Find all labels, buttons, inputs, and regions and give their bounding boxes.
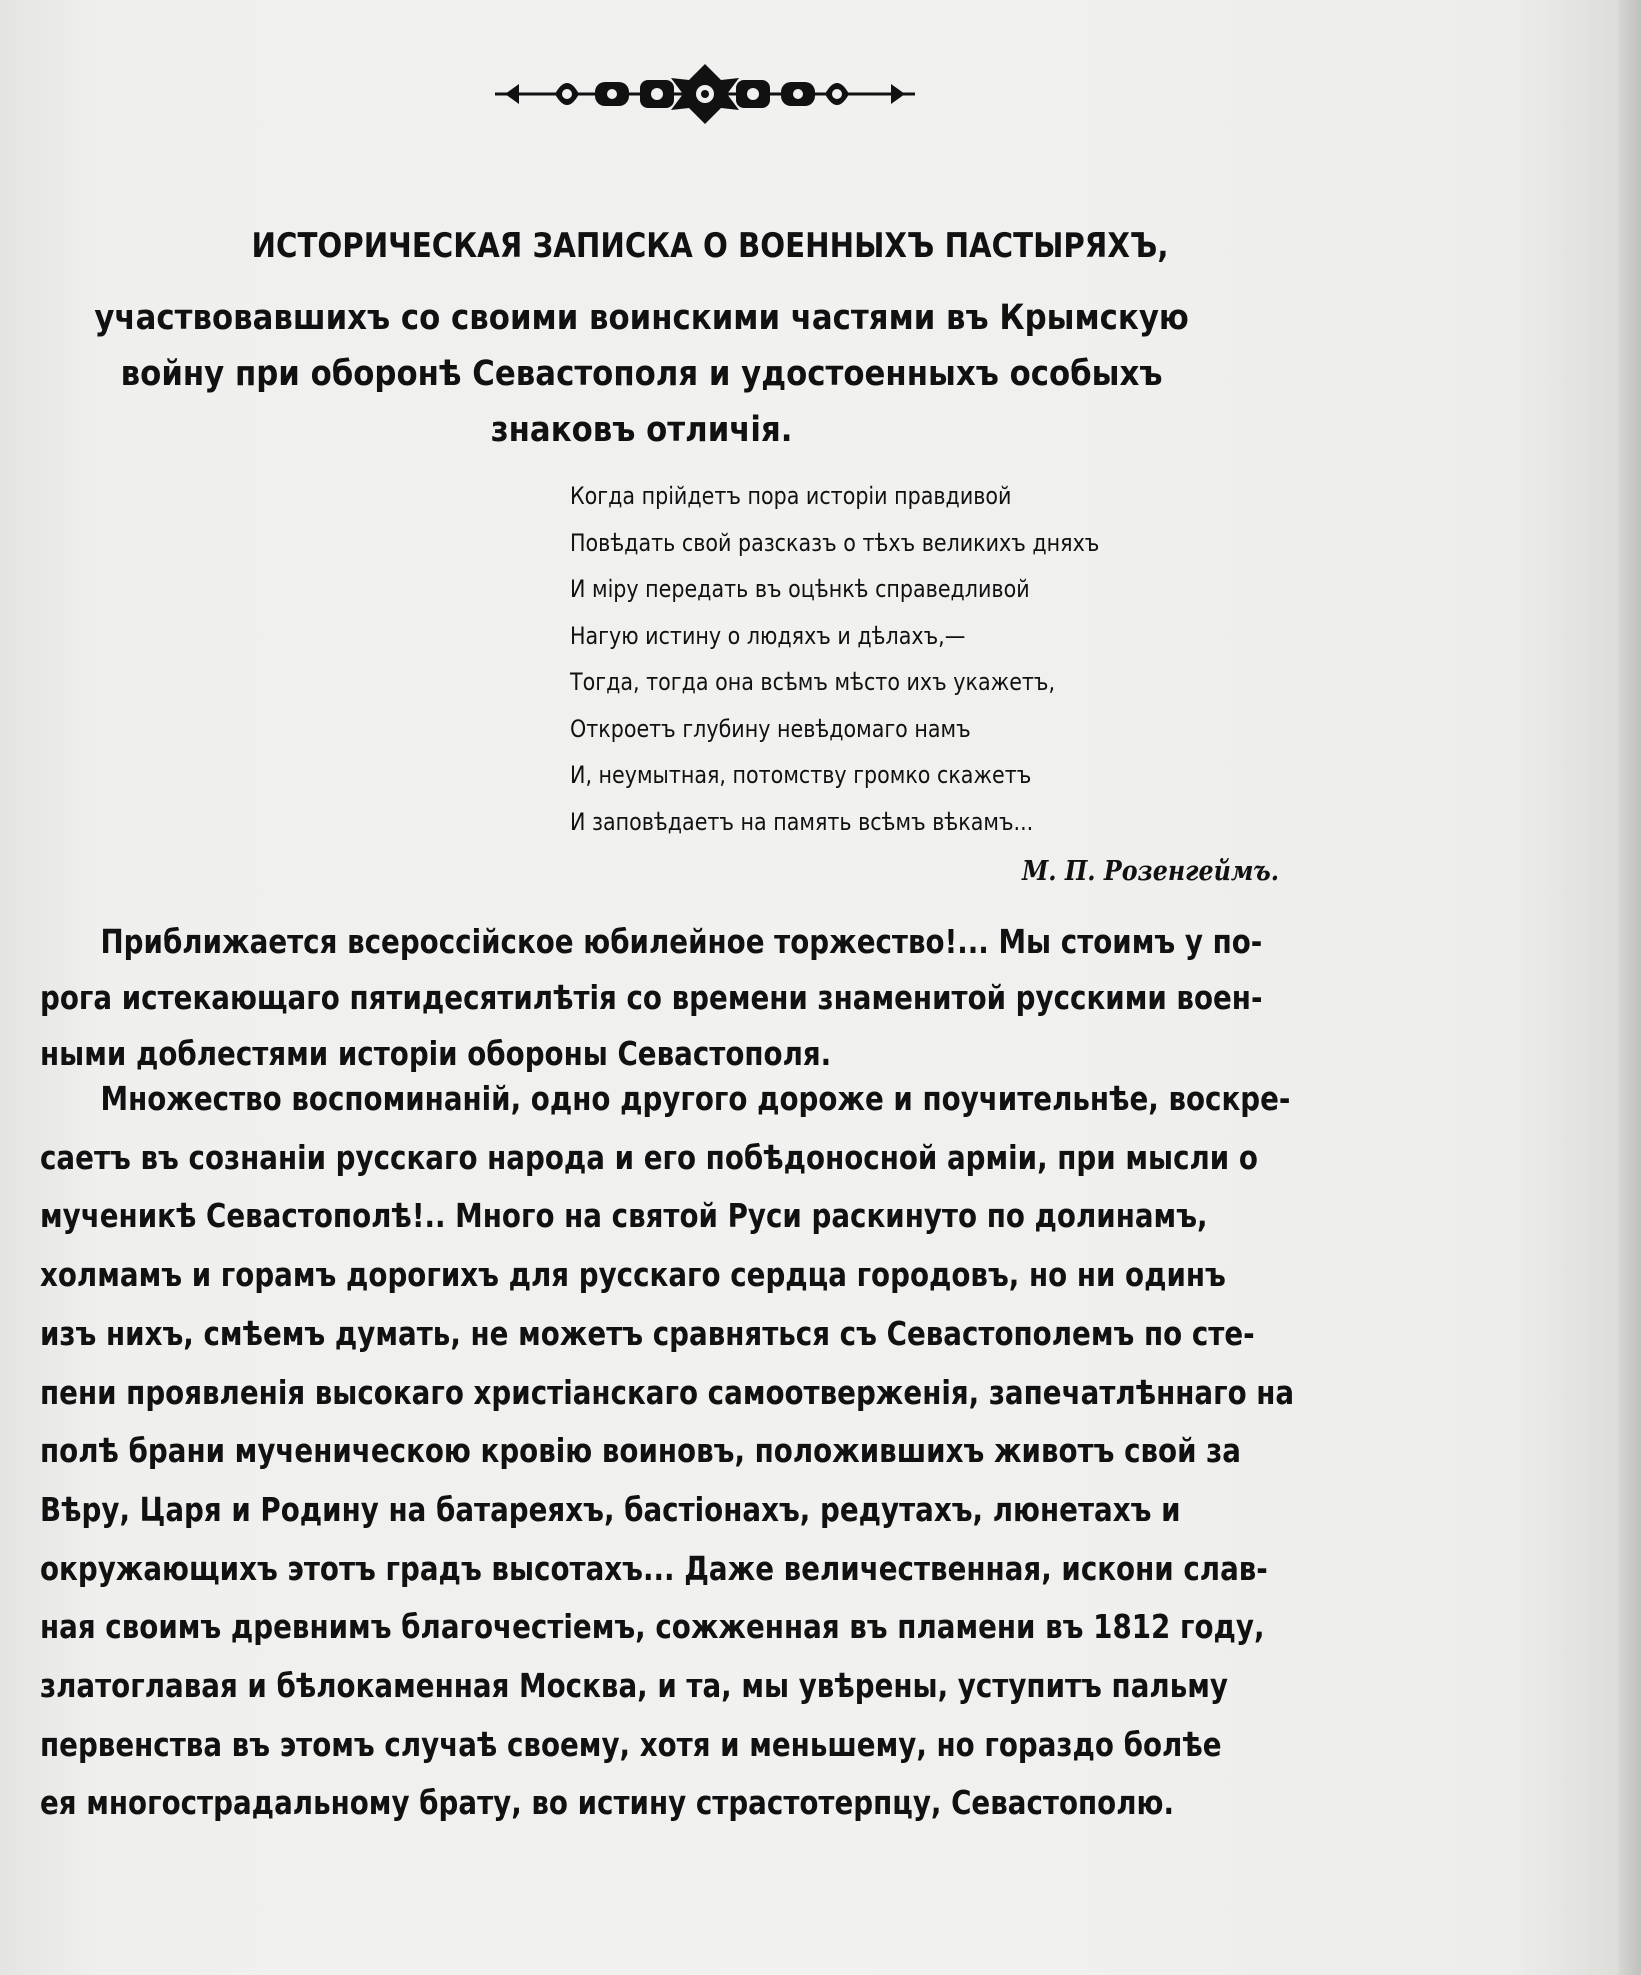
paragraph-line: изъ нихъ, смѣемъ думать, не можетъ сравняться съ Севастополемъ по сте-: [40, 1313, 1255, 1353]
paragraph-line: мученикѣ Севастополѣ!.. Много на святой Руси раскинуто по долинамъ,: [40, 1196, 1208, 1236]
paragraph-line: холмамъ и горамъ дорогихъ для русскаго сердца городовъ, но ни одинъ: [40, 1255, 1226, 1295]
paragraph-line: пени проявленія высокаго христіанскаго самоотверженія, запечатлѣннаго на: [40, 1372, 1295, 1412]
verse-line: Нагую истину о людяхъ и дѣлахъ,—: [570, 621, 966, 650]
paragraph-line: первенства въ этомъ случаѣ своему, хотя и меньшему, но гораздо болѣе: [40, 1724, 1222, 1764]
paragraph-line: рога истекающаго пятидесятилѣтія со времени знаменитой русскими воен-: [40, 978, 1263, 1017]
subtitle-line: войну при оборонѣ Севастополя и удостоенныхъ особыхъ: [120, 354, 1163, 394]
verse-line: Тогда, тогда она всѣмъ мѣсто ихъ укажетъ,: [570, 668, 1056, 696]
subtitle-line: знаковъ отличія.: [490, 410, 793, 450]
paragraph-line: златоглавая и бѣлокаменная Москва, и та, мы увѣрены, уступитъ пальму: [40, 1666, 1228, 1706]
paragraph-line: ными доблестями исторіи обороны Севастополя.: [40, 1034, 832, 1073]
paragraph-line: ная своимъ древнимъ благочестіемъ, сожженная въ пламени въ 1812 году,: [40, 1607, 1265, 1647]
body-paragraph-1: [40, 914, 1350, 1082]
page-edge-shadow: [1619, 0, 1641, 1975]
paragraph-line: окружающихъ этотъ градъ высотахъ... Даже величественная, искони слав-: [40, 1548, 1268, 1588]
paragraph-line: Вѣру, Царя и Родину на батареяхъ, бастіонахъ, редутахъ, люнетахъ и: [40, 1489, 1181, 1529]
verse-line: И міру передать въ оцѣнкѣ справедливой: [570, 575, 1030, 603]
verse-line: Откроетъ глубину невѣдомаго намъ: [570, 714, 971, 743]
body-paragraph-2: [40, 1070, 1350, 1833]
paragraph-line: Приближается всероссійское юбилейное торжество!... Мы стоимъ у по-: [100, 922, 1263, 961]
subtitle: [30, 290, 1253, 458]
page-title: ИСТОРИЧЕСКАЯ ЗАПИСКА О ВОЕННЫХЪ ПАСТЫРЯХЪ,: [251, 226, 1169, 266]
epigraph-verse: [570, 473, 1224, 845]
paragraph-line: Множество воспоминаній, одно другого дороже и поучительнѣе, воскре-: [100, 1079, 1291, 1118]
verse-line: Повѣдать свой разсказъ о тѣхъ великихъ дняхъ: [570, 528, 1100, 557]
verse-line: Когда прійдетъ пора исторіи правдивой: [570, 482, 1012, 510]
epigraph-author: М. П. Розенгеймъ.: [1022, 856, 1280, 887]
paragraph-line: саетъ въ сознаніи русскаго народа и его побѣдоносной арміи, при мысли о: [40, 1137, 1258, 1177]
floral-divider-ornament-icon: [495, 60, 915, 128]
paragraph-line: полѣ брани мученическою кровію воиновъ, положившихъ животъ свой за: [40, 1431, 1241, 1471]
subtitle-line: участвовавшихъ со своими воинскими частями въ Крымскую: [94, 298, 1189, 338]
paragraph-line: ея многострадальному брату, во истину страстотерпцу, Севастополю.: [40, 1783, 1175, 1823]
verse-line: И, неумытная, потомству громко скажетъ: [570, 761, 1032, 789]
verse-line: И заповѣдаетъ на память всѣмъ вѣкамъ...: [570, 807, 1034, 836]
